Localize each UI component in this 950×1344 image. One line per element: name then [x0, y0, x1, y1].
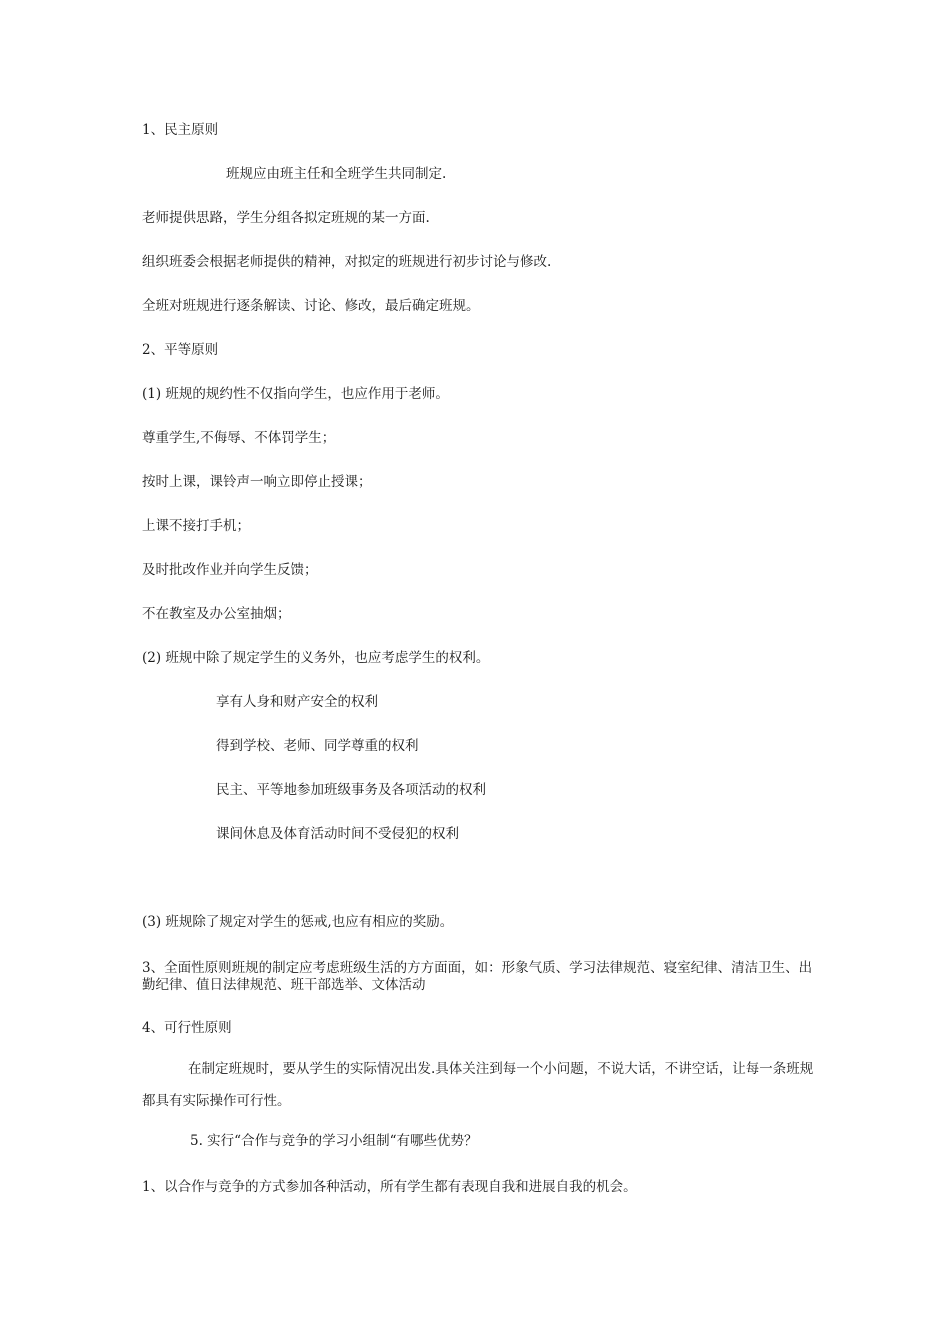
- paragraph-feasibility: 在制定班规时，要从学生的实际情况出发.具体关注到每一个小问题，不说大话，不讲空话，让每一条班规都具有实际操作可行性。: [142, 1061, 814, 1109]
- text-line: 得到学校、老师、同学尊重的权利: [216, 738, 419, 754]
- paragraph-comprehensive-principle: 3、全面性原则班规的制定应考虑班级生活的方方面面，如：形象气质、学习法律规范、寝室纪律、清洁卫生、出勤纪律、值日法律规范、班干部选举、文体活动: [142, 960, 813, 993]
- text-line: 全班对班规进行逐条解读、讨论、修改，最后确定班规。: [142, 298, 480, 314]
- text-line: 班规应由班主任和全班学生共同制定.: [226, 166, 447, 182]
- text-line: 不在教室及办公室抽烟；: [142, 606, 291, 622]
- heading-feasibility-principle: 4、可行性原则: [142, 1020, 232, 1036]
- text-line: 尊重学生,不侮辱、不体罚学生；: [142, 430, 336, 446]
- text-line: 享有人身和财产安全的权利: [216, 694, 378, 710]
- text-line: 组织班委会根据老师提供的精神，对拟定的班规进行初步讨论与修改.: [142, 254, 552, 270]
- text-line: 民主、平等地参加班级事务及各项活动的权利: [216, 782, 486, 798]
- heading-group-advantages: 5. 实行“合作与竞争的学习小组制“有哪些优势？: [190, 1133, 478, 1149]
- text-line: (1) 班规的规约性不仅指向学生，也应作用于老师。: [142, 386, 449, 402]
- text-line: 上课不接打手机；: [142, 518, 250, 534]
- heading-equality-principle: 2、平等原则: [142, 342, 219, 358]
- text-line: 1、以合作与竞争的方式参加各种活动，所有学生都有表现自我和进展自我的机会。: [142, 1179, 637, 1195]
- text-line: 按时上课，课铃声一响立即停止授课；: [142, 474, 372, 490]
- text-line: (3) 班规除了规定对学生的惩戒,也应有相应的奖励。: [142, 914, 454, 930]
- heading-democratic-principle: 1、民主原则: [142, 122, 219, 138]
- text-line: 课间休息及体育活动时间不受侵犯的权利: [216, 826, 459, 842]
- text-line: 老师提供思路，学生分组各拟定班规的某一方面.: [142, 210, 430, 226]
- text-line: (2) 班规中除了规定学生的义务外，也应考虑学生的权利。: [142, 650, 490, 666]
- text-line: 及时批改作业并向学生反馈；: [142, 562, 318, 578]
